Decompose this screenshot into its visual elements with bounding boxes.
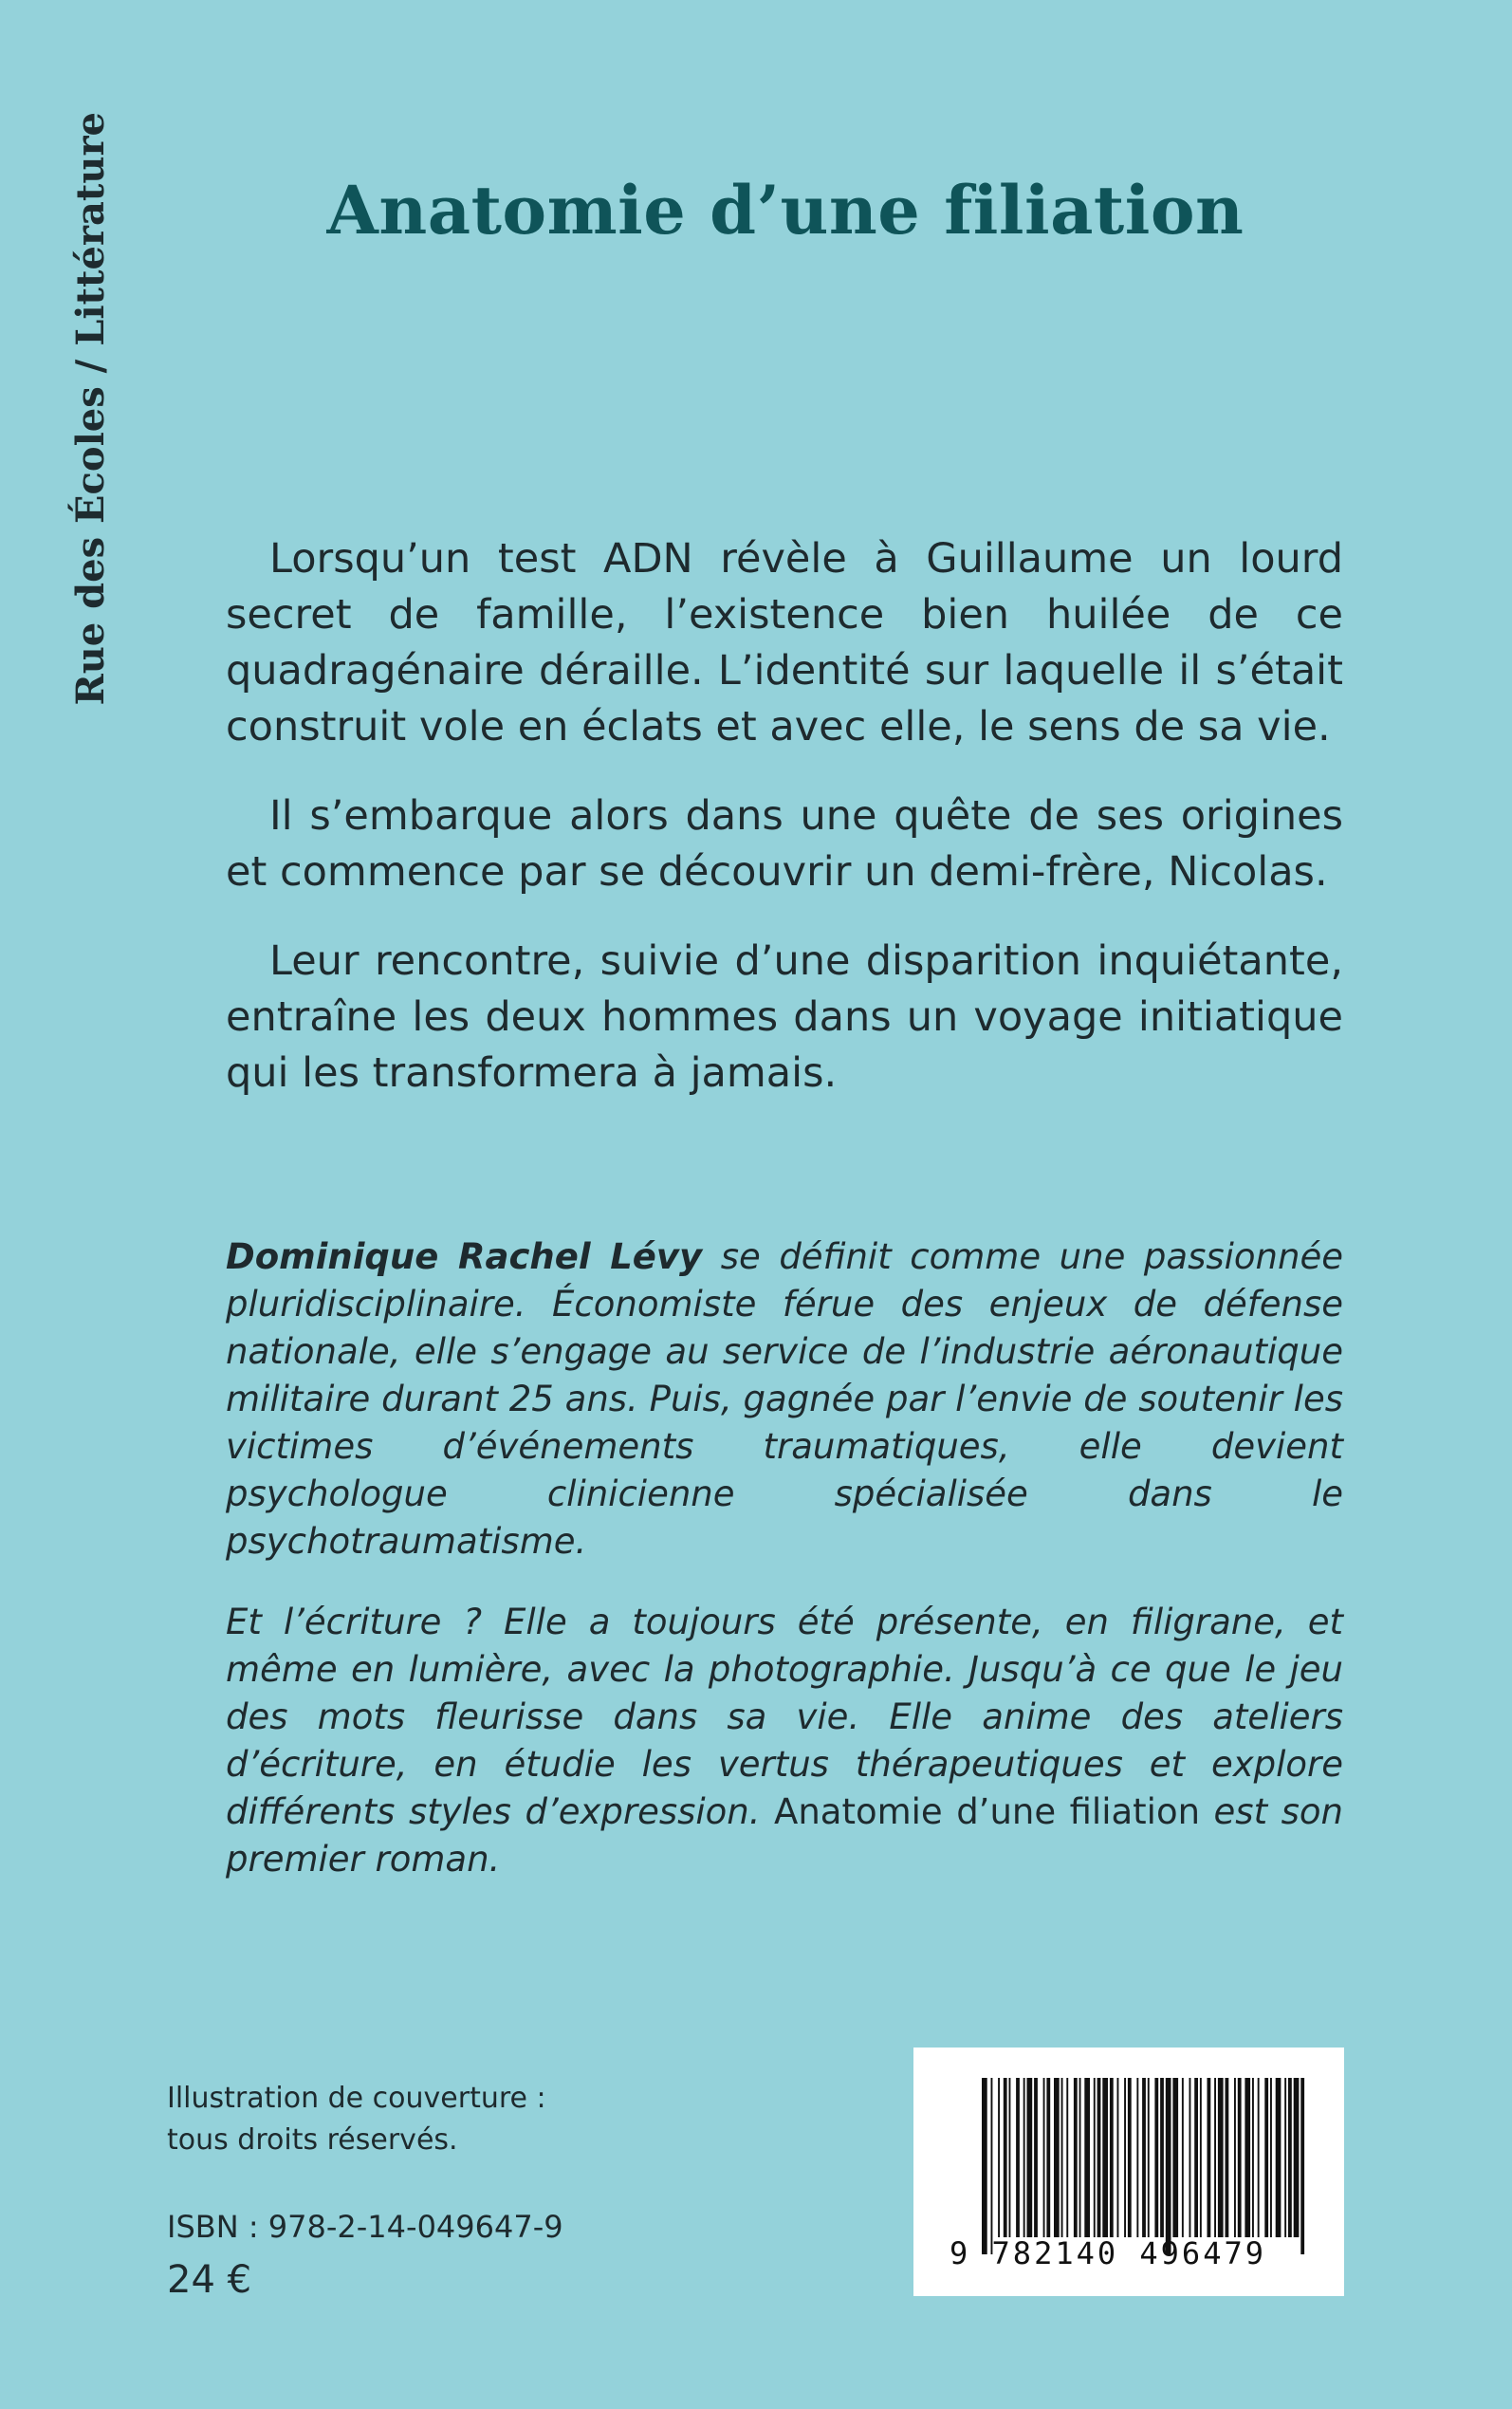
barcode-bar <box>1189 2078 1191 2237</box>
barcode-bar <box>1016 2078 1020 2237</box>
barcode-bar <box>1270 2078 1272 2237</box>
bio-text: se définit comme une passionnée pluridisciplinaire. Économiste férue des enjeux de défense nationale, elle s’engage au service de l’industrie aéronautique militaire durant 25 ans. Puis, gagnée par l’envie de soutenir les victimes d’événements traumatiques, elle devient psychologue clinicienne spécialisée dans le psychotraumatisme. <box>226 1236 1343 1562</box>
bio-paragraph <box>226 1233 1343 1566</box>
barcode-bar <box>1194 2078 1198 2237</box>
isbn: ISBN : 978-2-14-049647-9 <box>167 2209 563 2245</box>
barcode-bar <box>1182 2078 1184 2237</box>
barcode-bar <box>1061 2078 1063 2237</box>
barcode-bar <box>1238 2078 1242 2237</box>
barcode-bar <box>1234 2078 1236 2237</box>
barcode-bar <box>1034 2078 1038 2237</box>
barcode-bar <box>1258 2078 1260 2237</box>
barcode-bar <box>1148 2078 1150 2237</box>
barcode-bar <box>1094 2078 1096 2237</box>
bio-text: Et l’écriture ? Elle a toujours été présente, en filigrane, et même en lumière, avec la photographie. Jusqu’à ce que le jeu des mots fleurisse dans sa vie. Elle anime des ateliers d’écriture, en étudie les vertus thérapeutiques et explore différents styles d’expression. <box>226 1602 1343 1832</box>
author-bio <box>226 1233 1343 1917</box>
synopsis-paragraph: Lorsqu’un test ADN révèle à Guillaume un lourd secret de famille, l’existence bien huilée de ce quadragénaire déraille. L’identité sur laquelle il s’était construit vole en éclats et avec elle, le sens de sa vie. <box>226 535 1343 750</box>
barcode <box>913 2048 1344 2296</box>
barcode-bar <box>998 2078 1000 2237</box>
barcode-bar <box>1226 2078 1229 2237</box>
barcode-bar <box>1124 2078 1126 2237</box>
barcode-bar <box>1128 2078 1132 2237</box>
barcode-bar <box>1218 2078 1224 2237</box>
bio-paragraph <box>226 1599 1343 1883</box>
barcode-bar <box>1054 2078 1060 2237</box>
credits-line: Illustration de couverture : <box>167 2082 546 2115</box>
barcode-bar <box>1004 2078 1007 2237</box>
barcode-bar <box>1117 2078 1119 2237</box>
cover-credits <box>167 2078 546 2161</box>
barcode-bar <box>1074 2078 1078 2237</box>
book-title: Anatomie d’une filiation <box>326 171 1245 250</box>
barcode-bar <box>1009 2078 1011 2237</box>
barcode-bar <box>1288 2078 1292 2237</box>
credits-line: tous droits réservés. <box>167 2123 458 2157</box>
barcode-bar <box>1110 2078 1114 2237</box>
barcode-bar <box>1166 2078 1171 2254</box>
synopsis-paragraph: Il s’embarque alors dans une quête de ses origines et commence par se découvrir un demi-frère, Nicolas. <box>226 792 1343 896</box>
barcode-bar <box>982 2078 987 2254</box>
barcode-bar <box>1043 2078 1045 2237</box>
barcode-number: 9 782140 496479 <box>950 2235 1266 2271</box>
barcode-bar <box>1172 2078 1178 2237</box>
barcode-bar <box>1208 2078 1211 2237</box>
barcode-bar <box>991 2078 993 2254</box>
synopsis <box>226 531 1343 1135</box>
synopsis-paragraph: Leur rencontre, suivie d’une disparition inquiétante, entraîne les deux hommes dans un voyage initiatique qui les transformera à jamais. <box>226 937 1343 1097</box>
barcode-bar <box>1214 2078 1216 2237</box>
spine-collection-label: Rue des Écoles / Littérature <box>68 112 113 706</box>
barcode-bar <box>1023 2078 1025 2237</box>
barcode-bar <box>1079 2078 1081 2237</box>
barcode-bar <box>1136 2078 1138 2237</box>
barcode-bar <box>1027 2078 1033 2237</box>
barcode-bar <box>1264 2078 1268 2237</box>
barcode-bar <box>1245 2078 1250 2237</box>
bio-book-title: Anatomie d’une filiation <box>760 1791 1214 1832</box>
barcode-bar <box>1046 2078 1050 2237</box>
bio-text: est son premier roman. <box>226 1791 1343 1880</box>
barcode-bar <box>1142 2078 1146 2237</box>
price: 24 € <box>167 2258 252 2302</box>
barcode-bar <box>1160 2078 1164 2237</box>
author-name: Dominique Rachel Lévy <box>226 1236 703 1277</box>
barcode-bar <box>1097 2078 1101 2237</box>
barcode-bar <box>1102 2078 1108 2237</box>
barcode-bar <box>1154 2078 1158 2237</box>
barcode-bar <box>1200 2078 1202 2237</box>
barcode-bar <box>1084 2078 1090 2237</box>
barcode-bar <box>1252 2078 1254 2237</box>
barcode-bar <box>1294 2078 1300 2237</box>
barcode-bar <box>1300 2078 1304 2254</box>
barcode-bar <box>1276 2078 1282 2237</box>
barcode-bar <box>1284 2078 1286 2237</box>
barcode-bar <box>1066 2078 1068 2237</box>
